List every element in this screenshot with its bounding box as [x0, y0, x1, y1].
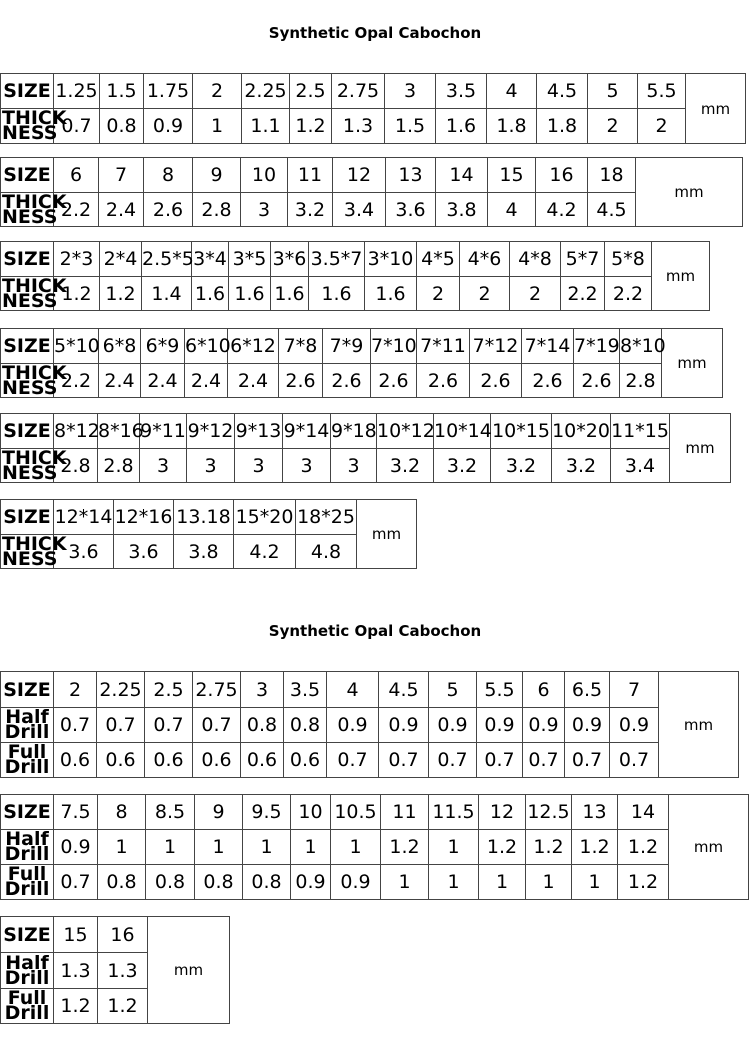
full-drill-label	[1, 743, 54, 778]
thickness-row	[1, 193, 743, 227]
thickness-cell: 3	[331, 449, 377, 483]
size-row	[1, 242, 710, 277]
size-cell: 10*15	[491, 414, 552, 449]
thickness-cell: 2.6	[470, 364, 522, 398]
size-row	[1, 795, 749, 830]
full-drill-cell: 1	[479, 865, 526, 900]
size-cell: 4.5	[379, 672, 429, 708]
size-cell: 3	[241, 672, 284, 708]
thickness-cell: 1.2	[54, 277, 100, 311]
size-cell: 14	[618, 795, 669, 830]
half-drill-cell: 0.7	[54, 708, 97, 743]
size-cell: 7*10	[371, 329, 417, 364]
size-cell: 2.5*5	[142, 242, 192, 277]
size-cell: 15	[488, 158, 536, 193]
size-label: SIZE	[1, 795, 54, 830]
size-cell: 9	[193, 158, 241, 193]
thickness-cell: 4.2	[536, 193, 588, 227]
size-cell: 12	[479, 795, 526, 830]
size-cell: 4	[327, 672, 379, 708]
size-cell: 18	[588, 158, 636, 193]
full-drill-cell: 0.6	[193, 743, 241, 778]
size-cell: 2*3	[54, 242, 100, 277]
thickness-cell: 1.2	[100, 277, 142, 311]
full-drill-cell: 1	[429, 865, 479, 900]
thickness-cell: 3.2	[491, 449, 552, 483]
size-cell: 2	[193, 74, 242, 109]
size-cell: 9.5	[243, 795, 291, 830]
full-drill-cell: 0.7	[379, 743, 429, 778]
size-cell: 9	[195, 795, 243, 830]
thickness-cell: 1.6	[192, 277, 229, 311]
full-drill-cell: 0.9	[331, 865, 381, 900]
size-cell: 5.5	[477, 672, 523, 708]
size-cell: 11.5	[429, 795, 479, 830]
size-cell: 2	[54, 672, 97, 708]
size-cell: 7*11	[417, 329, 470, 364]
thickness-cell: 3.4	[611, 449, 670, 483]
thickness-row	[1, 449, 731, 483]
thickness-cell: 1.8	[487, 109, 537, 144]
thickness-size-table	[0, 157, 743, 227]
full-drill-cell: 0.6	[241, 743, 284, 778]
full-drill-cell: 0.8	[243, 865, 291, 900]
size-label: SIZE	[1, 329, 54, 364]
thickness-cell: 3.8	[436, 193, 488, 227]
full-drill-label-text: Full Drill	[4, 741, 50, 778]
thickness-cell: 2	[460, 277, 510, 311]
thickness-cell: 4.5	[588, 193, 636, 227]
size-cell: 3*10	[365, 242, 417, 277]
size-label: SIZE	[1, 500, 54, 535]
size-cell: 2*4	[100, 242, 142, 277]
full-drill-cell: 0.6	[284, 743, 327, 778]
size-cell: 15*20	[234, 500, 296, 535]
thickness-row	[1, 109, 746, 144]
unit-label: mm	[670, 414, 731, 483]
thickness-cell: 1.6	[271, 277, 309, 311]
thickness-cell: 0.8	[100, 109, 144, 144]
thickness-cell: 1	[193, 109, 242, 144]
full-drill-label	[1, 865, 54, 900]
size-cell: 12.5	[526, 795, 572, 830]
thickness-cell: 3.2	[288, 193, 333, 227]
thickness-cell: 1.3	[332, 109, 385, 144]
size-cell: 3	[385, 74, 436, 109]
half-drill-row	[1, 708, 739, 743]
full-drill-cell: 0.7	[54, 865, 98, 900]
unit-label: mm	[636, 158, 743, 227]
full-drill-cell: 0.7	[523, 743, 565, 778]
thickness-cell: 2.2	[561, 277, 605, 311]
half-drill-cell: 0.9	[477, 708, 523, 743]
size-cell: 1.75	[144, 74, 193, 109]
size-cell: 6*9	[141, 329, 185, 364]
size-cell: 3*4	[192, 242, 229, 277]
half-drill-label-text: Half Drill	[4, 828, 50, 865]
thickness-cell: 1.2	[290, 109, 332, 144]
size-cell: 8*16	[98, 414, 140, 449]
size-cell: 3.5	[284, 672, 327, 708]
size-cell: 3.5	[436, 74, 487, 109]
size-cell: 8	[98, 795, 146, 830]
size-cell: 12	[333, 158, 386, 193]
unit-label: mm	[357, 500, 417, 569]
size-cell: 2.25	[97, 672, 145, 708]
size-cell: 10*20	[552, 414, 611, 449]
size-cell: 2.75	[332, 74, 385, 109]
thickness-cell: 2.6	[279, 364, 323, 398]
half-drill-cell: 0.7	[193, 708, 241, 743]
thickness-cell: 1.8	[537, 109, 588, 144]
half-drill-cell: 1.3	[98, 953, 148, 989]
half-drill-label	[1, 953, 54, 989]
half-drill-label-text: Half Drill	[4, 951, 50, 989]
size-cell: 11*15	[611, 414, 670, 449]
size-cell: 13	[572, 795, 618, 830]
thickness-size-table	[0, 73, 746, 144]
half-drill-cell: 0.8	[241, 708, 284, 743]
thickness-label-text: THICK NESS	[2, 532, 67, 570]
half-drill-label	[1, 708, 54, 743]
size-cell: 2.75	[193, 672, 241, 708]
size-label: SIZE	[1, 242, 54, 277]
size-label: SIZE	[1, 672, 54, 708]
size-cell: 5*10	[54, 329, 99, 364]
thickness-cell: 3.6	[114, 535, 174, 569]
thickness-cell: 3.4	[333, 193, 386, 227]
half-drill-cell: 0.9	[379, 708, 429, 743]
size-row	[1, 329, 723, 364]
half-drill-cell: 0.9	[429, 708, 477, 743]
thickness-cell: 2.2	[54, 364, 99, 398]
unit-label: mm	[662, 329, 723, 398]
thickness-label	[1, 532, 67, 570]
full-drill-cell: 0.6	[145, 743, 193, 778]
size-cell: 10.5	[331, 795, 381, 830]
half-drill-cell: 1.2	[618, 830, 669, 865]
size-cell: 2.5	[145, 672, 193, 708]
thickness-cell: 3	[187, 449, 235, 483]
size-cell: 7.5	[54, 795, 98, 830]
size-cell: 10	[241, 158, 288, 193]
thickness-size-table	[0, 413, 731, 483]
full-drill-label	[1, 989, 54, 1024]
thickness-row	[1, 364, 723, 398]
size-label: SIZE	[1, 917, 54, 953]
half-drill-label	[1, 830, 54, 865]
thickness-cell: 2.8	[620, 364, 662, 398]
half-drill-cell: 1.2	[526, 830, 572, 865]
size-cell: 6	[523, 672, 565, 708]
half-drill-cell: 1	[146, 830, 195, 865]
thickness-cell: 1.1	[242, 109, 290, 144]
half-drill-cell: 1	[331, 830, 381, 865]
size-cell: 5	[588, 74, 638, 109]
half-drill-cell: 1	[291, 830, 331, 865]
thickness-cell: 3.2	[552, 449, 611, 483]
thickness-cell: 1.4	[142, 277, 192, 311]
size-cell: 16	[98, 917, 148, 953]
size-cell: 7*8	[279, 329, 323, 364]
thickness-cell: 0.9	[144, 109, 193, 144]
size-cell: 5.5	[638, 74, 686, 109]
half-drill-cell: 0.9	[523, 708, 565, 743]
page-title: Synthetic Opal Cabochon	[268, 622, 482, 640]
size-cell: 7*14	[522, 329, 574, 364]
thickness-cell: 2.6	[574, 364, 620, 398]
size-cell: 5	[429, 672, 477, 708]
size-cell: 1.5	[100, 74, 144, 109]
size-cell: 5*8	[605, 242, 652, 277]
thickness-cell: 2.2	[605, 277, 652, 311]
size-row	[1, 158, 743, 193]
half-drill-cell: 0.9	[327, 708, 379, 743]
unit-label: mm	[686, 74, 746, 144]
size-row	[1, 917, 230, 953]
full-drill-cell: 1.2	[98, 989, 148, 1024]
full-drill-cell: 0.6	[97, 743, 145, 778]
thickness-cell: 1.6	[365, 277, 417, 311]
half-drill-cell: 0.7	[97, 708, 145, 743]
half-drill-cell: 1.2	[479, 830, 526, 865]
size-cell: 18*25	[296, 500, 357, 535]
size-row	[1, 672, 739, 708]
full-drill-cell: 0.7	[610, 743, 659, 778]
thickness-cell: 3.2	[434, 449, 491, 483]
half-drill-cell: 0.7	[145, 708, 193, 743]
full-drill-cell: 0.8	[98, 865, 146, 900]
thickness-label	[1, 446, 67, 484]
thickness-row	[1, 277, 710, 311]
size-cell: 13	[386, 158, 436, 193]
half-drill-label-text: Half Drill	[4, 706, 50, 743]
size-cell: 6.5	[565, 672, 610, 708]
thickness-cell: 2.4	[185, 364, 228, 398]
size-cell: 16	[536, 158, 588, 193]
full-drill-cell: 0.7	[429, 743, 477, 778]
size-cell: 3*5	[229, 242, 271, 277]
thickness-label	[1, 190, 67, 228]
size-row	[1, 500, 417, 535]
size-row	[1, 74, 746, 109]
thickness-cell: 2	[638, 109, 686, 144]
thickness-label-text: THICK NESS	[2, 446, 67, 484]
thickness-label-text: THICK NESS	[2, 274, 67, 312]
thickness-cell: 3	[235, 449, 283, 483]
size-cell: 10	[291, 795, 331, 830]
full-drill-label-text: Full Drill	[4, 987, 50, 1024]
size-cell: 12*14	[54, 500, 114, 535]
thickness-label-text: THICK NESS	[2, 107, 67, 144]
size-cell: 7	[99, 158, 144, 193]
thickness-cell: 3.8	[174, 535, 234, 569]
size-cell: 7	[610, 672, 659, 708]
full-drill-cell: 0.8	[195, 865, 243, 900]
full-drill-cell: 1	[526, 865, 572, 900]
size-cell: 1.25	[54, 74, 100, 109]
thickness-row	[1, 535, 417, 569]
half-drill-cell: 1.3	[54, 953, 98, 989]
size-cell: 7*9	[323, 329, 371, 364]
size-cell: 6*10	[185, 329, 228, 364]
size-cell: 2.5	[290, 74, 332, 109]
thickness-cell: 1.6	[309, 277, 365, 311]
size-cell: 3.5*7	[309, 242, 365, 277]
unit-label: mm	[148, 917, 230, 1024]
size-cell: 11	[381, 795, 429, 830]
thickness-cell: 3.6	[386, 193, 436, 227]
size-row	[1, 414, 731, 449]
size-cell: 4*6	[460, 242, 510, 277]
half-drill-cell: 0.9	[54, 830, 98, 865]
thickness-cell: 3	[283, 449, 331, 483]
thickness-cell: 2.4	[228, 364, 279, 398]
size-cell: 8.5	[146, 795, 195, 830]
size-cell: 7*12	[470, 329, 522, 364]
thickness-label-text: THICK NESS	[2, 361, 67, 399]
size-label: SIZE	[1, 158, 54, 193]
full-drill-cell: 0.7	[477, 743, 523, 778]
size-cell: 7*19	[574, 329, 620, 364]
thickness-cell: 2	[417, 277, 460, 311]
thickness-cell: 4.8	[296, 535, 357, 569]
size-cell: 5*7	[561, 242, 605, 277]
thickness-cell: 4.2	[234, 535, 296, 569]
thickness-cell: 2.2	[54, 193, 99, 227]
half-drill-cell: 0.8	[284, 708, 327, 743]
half-drill-cell: 1	[243, 830, 291, 865]
full-drill-row	[1, 865, 749, 900]
full-drill-cell: 1	[572, 865, 618, 900]
thickness-cell: 2.4	[99, 364, 141, 398]
full-drill-cell: 0.7	[327, 743, 379, 778]
thickness-cell: 0.7	[54, 109, 100, 144]
thickness-label	[1, 274, 67, 312]
full-drill-cell: 0.6	[54, 743, 97, 778]
full-drill-cell: 0.8	[146, 865, 195, 900]
thickness-cell: 1.6	[229, 277, 271, 311]
thickness-cell: 3	[241, 193, 288, 227]
size-cell: 9*13	[235, 414, 283, 449]
half-drill-cell: 0.9	[565, 708, 610, 743]
size-cell: 6*8	[99, 329, 141, 364]
thickness-cell: 3.6	[54, 535, 114, 569]
full-drill-cell: 1.2	[54, 989, 98, 1024]
half-drill-row	[1, 830, 749, 865]
unit-label: mm	[652, 242, 710, 311]
thickness-cell: 2.8	[98, 449, 140, 483]
full-drill-cell: 0.7	[565, 743, 610, 778]
size-cell: 6*12	[228, 329, 279, 364]
size-cell: 8	[144, 158, 193, 193]
full-drill-cell: 0.9	[291, 865, 331, 900]
thickness-size-table	[0, 241, 710, 311]
thickness-cell: 2.8	[54, 449, 98, 483]
size-cell: 4.5	[537, 74, 588, 109]
thickness-size-table	[0, 499, 417, 569]
size-cell: 9*11	[140, 414, 187, 449]
half-drill-cell: 1.2	[381, 830, 429, 865]
size-cell: 3*6	[271, 242, 309, 277]
size-cell: 10*14	[434, 414, 491, 449]
half-drill-cell: 1	[195, 830, 243, 865]
size-cell: 9*14	[283, 414, 331, 449]
thickness-cell: 2.6	[522, 364, 574, 398]
thickness-cell: 2.6	[371, 364, 417, 398]
thickness-label	[1, 107, 67, 144]
thickness-cell: 2.6	[144, 193, 193, 227]
unit-label: mm	[659, 672, 739, 778]
thickness-cell: 3	[140, 449, 187, 483]
size-cell: 9*12	[187, 414, 235, 449]
size-cell: 4*8	[510, 242, 561, 277]
size-cell: 14	[436, 158, 488, 193]
size-cell: 8*10	[620, 329, 662, 364]
half-drill-cell: 1	[98, 830, 146, 865]
size-cell: 6	[54, 158, 99, 193]
drill-size-table	[0, 916, 230, 1024]
full-drill-cell: 1	[381, 865, 429, 900]
thickness-cell: 3.2	[377, 449, 434, 483]
thickness-label	[1, 361, 67, 399]
size-cell: 2.25	[242, 74, 290, 109]
half-drill-cell: 1.2	[572, 830, 618, 865]
unit-label: mm	[669, 795, 749, 900]
size-cell: 13.18	[174, 500, 234, 535]
thickness-cell: 2.6	[417, 364, 470, 398]
thickness-cell: 2.4	[141, 364, 185, 398]
drill-size-table	[0, 794, 749, 900]
thickness-cell: 2.6	[323, 364, 371, 398]
thickness-cell: 1.5	[385, 109, 436, 144]
thickness-cell: 2	[510, 277, 561, 311]
size-cell: 12*16	[114, 500, 174, 535]
thickness-label-text: THICK NESS	[2, 190, 67, 228]
full-drill-label-text: Full Drill	[4, 863, 50, 900]
size-cell: 4	[487, 74, 537, 109]
size-cell: 4*5	[417, 242, 460, 277]
size-cell: 8*12	[54, 414, 98, 449]
size-cell: 9*18	[331, 414, 377, 449]
size-cell: 11	[288, 158, 333, 193]
size-label: SIZE	[1, 414, 54, 449]
thickness-cell: 4	[488, 193, 536, 227]
full-drill-cell: 1.2	[618, 865, 669, 900]
size-label: SIZE	[1, 74, 54, 109]
drill-size-table	[0, 671, 739, 778]
thickness-cell: 2	[588, 109, 638, 144]
page-title: Synthetic Opal Cabochon	[268, 24, 482, 42]
thickness-size-table	[0, 328, 723, 398]
thickness-cell: 2.4	[99, 193, 144, 227]
size-cell: 15	[54, 917, 98, 953]
half-drill-cell: 1	[429, 830, 479, 865]
half-drill-cell: 0.9	[610, 708, 659, 743]
thickness-cell: 2.8	[193, 193, 241, 227]
full-drill-row	[1, 743, 739, 778]
size-cell: 10*12	[377, 414, 434, 449]
thickness-cell: 1.6	[436, 109, 487, 144]
